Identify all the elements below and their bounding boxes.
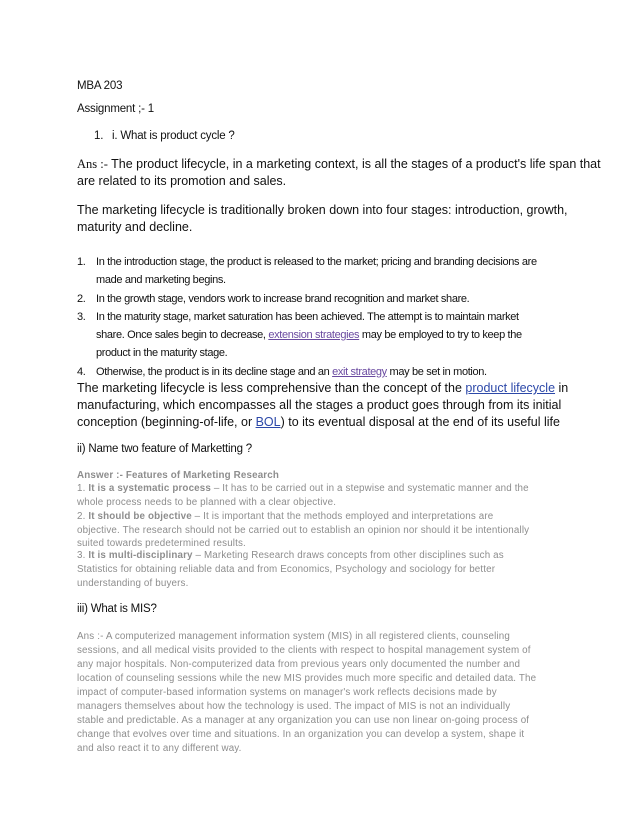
feature-3-number: 3. bbox=[77, 550, 89, 561]
list-item-3-text: share. Once sales begin to decrease, bbox=[96, 329, 269, 341]
course-code: MBA 203 bbox=[77, 80, 123, 92]
list-item-4-number: 4. bbox=[77, 366, 86, 378]
list-item-3-line-3: product in the maturity stage. bbox=[96, 347, 228, 359]
question-1-number: 1. bbox=[94, 130, 104, 142]
compare-text-after: in bbox=[555, 381, 569, 395]
question-2: ii) Name two feature of Marketting ? bbox=[77, 443, 252, 455]
mis-answer-line: and also react it to any different way. bbox=[77, 743, 242, 754]
feature-3-line-3: understanding of buyers. bbox=[77, 578, 189, 589]
list-item-3-line-2 bbox=[96, 329, 522, 341]
product-lifecycle-link[interactable]: product lifecycle bbox=[465, 381, 556, 395]
list-item-1-number: 1. bbox=[77, 256, 86, 268]
question-3: iii) What is MIS? bbox=[77, 603, 157, 615]
list-item-4-text: Otherwise, the product is in its decline stage and an bbox=[96, 366, 333, 378]
lifecycle-para-line-2: maturity and decline. bbox=[77, 220, 193, 234]
lifecycle-para-line-1: The marketing lifecycle is traditionally broken down into four stages: introduction, growth, bbox=[77, 203, 568, 217]
list-item-4-line-1 bbox=[96, 366, 487, 378]
mis-answer-line: location of counseling sessions while the new MIS provides much more specific and detailed data. The bbox=[77, 673, 537, 684]
feature-3-text: – Marketing Research draws concepts from other disciplines such as bbox=[192, 550, 504, 561]
list-item-4-text-after: may be set in motion. bbox=[386, 366, 487, 378]
feature-2-title: It should be objective bbox=[88, 511, 192, 522]
feature-3-title: It is multi-disciplinary bbox=[88, 550, 193, 561]
mis-answer-line: managers themselves about how the technology is used. The impact of MIS is not an individually bbox=[77, 701, 511, 712]
feature-3-line-2: Statistics for obtaining reliable data and from Economics, Psychology and sociology for better bbox=[77, 564, 496, 575]
feature-1-line-1 bbox=[77, 483, 529, 494]
list-item-2-line-1: In the growth stage, vendors work to increase brand recognition and market share. bbox=[96, 293, 470, 305]
list-item-3-number: 3. bbox=[77, 311, 86, 323]
mis-answer-line: change that evolves over time and situations. In an organization you can develop a system, shape it bbox=[77, 729, 525, 740]
feature-2-line-2: objective. The research should not be carried out to establish an opinion nor should it be intentionally bbox=[77, 525, 530, 536]
answer-1-text: The product lifecycle, in a marketing context, is all the stages of a product's life span that bbox=[107, 157, 601, 171]
feature-1-line-2: whole process needs to be planned with a clear objective. bbox=[77, 497, 337, 508]
feature-2-line-1 bbox=[77, 511, 493, 522]
compare-text-3-after: ) to its eventual disposal at the end of its useful life bbox=[280, 415, 560, 429]
feature-3-line-1 bbox=[77, 550, 504, 561]
mis-answer-line: sessions, and all medical visits provided to the clients with respect to hospital management system of bbox=[77, 645, 531, 656]
list-item-3-line-1: In the maturity stage, market saturation has been achieved. The attempt is to maintain market bbox=[96, 311, 519, 323]
feature-1-number: 1. bbox=[77, 483, 89, 494]
mis-answer-line: impact of computer-based information systems on manager's work reflects decisions made by bbox=[77, 687, 497, 698]
compare-text: The marketing lifecycle is less comprehensive than the concept of the bbox=[77, 381, 466, 395]
bol-link[interactable]: BOL bbox=[255, 415, 281, 429]
lifecycle-compare-line-2: manufacturing, which encompasses all the stages a product goes through from its initial bbox=[77, 398, 562, 412]
lifecycle-compare-line-1 bbox=[77, 381, 568, 395]
question-1: i. What is product cycle ? bbox=[112, 130, 235, 142]
feature-2-line-3: suited towards predetermined results. bbox=[77, 538, 246, 549]
feature-1-title: It is a systematic process bbox=[88, 483, 211, 494]
feature-1-text: – It has to be carried out in a stepwise and systematic manner and the bbox=[210, 483, 529, 494]
lifecycle-compare-line-3 bbox=[77, 415, 560, 429]
mis-answer-line: Ans :- A computerized management information system (MIS) in all registered clients, counseling bbox=[77, 631, 510, 642]
list-item-2-number: 2. bbox=[77, 293, 86, 305]
answer-1-prefix: Ans :- bbox=[77, 157, 108, 171]
answer-2-heading: Answer :- Features of Marketing Research bbox=[77, 470, 279, 481]
list-item-1-line-2: made and marketing begins. bbox=[96, 274, 226, 286]
list-item-1-line-1: In the introduction stage, the product is released to the market; pricing and branding decisions are bbox=[96, 256, 537, 268]
mis-answer-line: stable and predictable. As a manager at any organization you can use non linear on-going process of bbox=[77, 715, 530, 726]
compare-text-3: conception (beginning-of-life, or bbox=[77, 415, 256, 429]
feature-2-number: 2. bbox=[77, 511, 89, 522]
exit-strategy-link[interactable]: exit strategy bbox=[332, 366, 387, 378]
mis-answer-line: any major hospitals. Non-computerized data from previous years only documented the number and bbox=[77, 659, 521, 670]
answer-1-line-1 bbox=[77, 157, 601, 172]
extension-strategies-link[interactable]: extension strategies bbox=[268, 329, 360, 341]
answer-1-line-2: are related to its promotion and sales. bbox=[77, 174, 287, 188]
list-item-3-text-after: may be employed to try to keep the bbox=[359, 329, 522, 341]
assignment-title: Assignment ;- 1 bbox=[77, 103, 154, 115]
feature-2-text: – It is important that the methods employed and interpretations are bbox=[191, 511, 494, 522]
